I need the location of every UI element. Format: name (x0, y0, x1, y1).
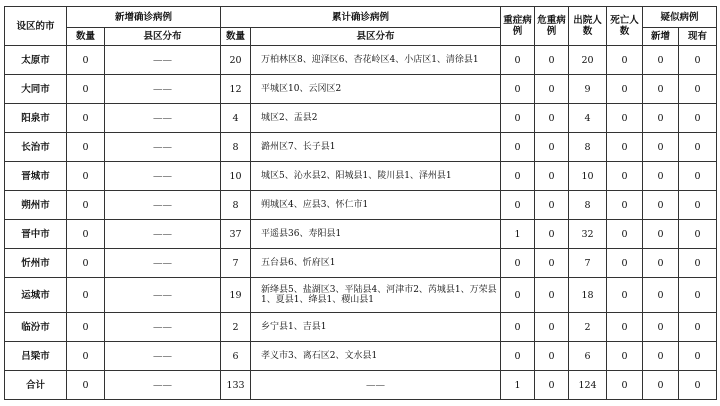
cell-new-count: 0 (67, 75, 105, 104)
cell-discharged: 2 (569, 313, 607, 342)
cell-new-count: 0 (67, 278, 105, 313)
cell-discharged: 4 (569, 104, 607, 133)
cell-city: 长治市 (5, 133, 67, 162)
cell-cum-district: 万柏林区8、迎泽区6、杏花岭区4、小店区1、清徐县1 (251, 46, 501, 75)
subheader-cum-count: 数量 (221, 28, 251, 46)
cell-critical: 0 (535, 313, 569, 342)
table-row (5, 162, 717, 191)
cell-city: 朔州市 (5, 191, 67, 220)
cell-cum-count: 133 (221, 371, 251, 400)
cell-deaths: 0 (607, 191, 643, 220)
cell-severe: 0 (501, 313, 535, 342)
cell-new-district: —— (105, 278, 221, 313)
cell-cum-count: 37 (221, 220, 251, 249)
cell-deaths: 0 (607, 342, 643, 371)
cell-cum-district: 城区5、沁水县2、阳城县1、陵川县1、泽州县1 (251, 162, 501, 191)
cell-suspected-new: 0 (643, 75, 679, 104)
cell-suspected-current: 0 (679, 220, 717, 249)
cell-cum-count: 4 (221, 104, 251, 133)
cell-suspected-new: 0 (643, 133, 679, 162)
cell-severe: 0 (501, 278, 535, 313)
cell-cum-count: 6 (221, 342, 251, 371)
cell-discharged: 18 (569, 278, 607, 313)
header-discharged: 出院人数 (569, 7, 607, 46)
table-row (5, 191, 717, 220)
cell-suspected-current: 0 (679, 75, 717, 104)
cell-severe: 0 (501, 46, 535, 75)
cell-new-count: 0 (67, 220, 105, 249)
cell-cum-count: 7 (221, 249, 251, 278)
cell-critical: 0 (535, 342, 569, 371)
cell-critical: 0 (535, 75, 569, 104)
cell-deaths: 0 (607, 104, 643, 133)
cell-severe: 0 (501, 104, 535, 133)
cell-critical: 0 (535, 278, 569, 313)
cell-discharged: 8 (569, 133, 607, 162)
cell-cum-district: 潞州区7、长子县1 (251, 133, 501, 162)
table-row (5, 249, 717, 278)
header-cumulative-confirmed: 累计确诊病例 (221, 7, 501, 28)
cell-deaths: 0 (607, 249, 643, 278)
cell-city: 忻州市 (5, 249, 67, 278)
cell-suspected-current: 0 (679, 249, 717, 278)
cell-cum-district: 乡宁县1、吉县1 (251, 313, 501, 342)
cell-discharged: 32 (569, 220, 607, 249)
cell-suspected-new: 0 (643, 342, 679, 371)
cell-new-count: 0 (67, 133, 105, 162)
cell-critical: 0 (535, 249, 569, 278)
cell-suspected-current: 0 (679, 46, 717, 75)
cell-new-count: 0 (67, 191, 105, 220)
cell-cum-count: 2 (221, 313, 251, 342)
cell-cum-count: 20 (221, 46, 251, 75)
cell-new-district: —— (105, 104, 221, 133)
table-row (5, 104, 717, 133)
cell-suspected-current: 0 (679, 371, 717, 400)
cell-discharged: 7 (569, 249, 607, 278)
cell-deaths: 0 (607, 133, 643, 162)
cell-new-count: 0 (67, 313, 105, 342)
cell-suspected-current: 0 (679, 278, 717, 313)
header-deaths: 死亡人数 (607, 7, 643, 46)
cell-new-district: —— (105, 162, 221, 191)
cell-suspected-current: 0 (679, 133, 717, 162)
cell-severe: 0 (501, 75, 535, 104)
cell-city: 运城市 (5, 278, 67, 313)
cell-discharged: 6 (569, 342, 607, 371)
table-row (5, 313, 717, 342)
cell-deaths: 0 (607, 75, 643, 104)
cell-new-district: —— (105, 313, 221, 342)
table-row (5, 46, 717, 75)
header-critical: 危重病例 (535, 7, 569, 46)
case-table-container (4, 6, 716, 402)
cell-new-count: 0 (67, 46, 105, 75)
cell-cum-district: 孝义市3、离石区2、文水县1 (251, 342, 501, 371)
cell-city: 晋中市 (5, 220, 67, 249)
cell-cum-district: —— (251, 371, 501, 400)
cell-new-count: 0 (67, 162, 105, 191)
cell-cum-count: 8 (221, 133, 251, 162)
cell-critical: 0 (535, 46, 569, 75)
cell-suspected-new: 0 (643, 371, 679, 400)
cell-city: 大同市 (5, 75, 67, 104)
cell-discharged: 20 (569, 46, 607, 75)
subheader-suspected-current: 现有 (679, 28, 717, 46)
cell-suspected-current: 0 (679, 162, 717, 191)
cell-severe: 0 (501, 342, 535, 371)
case-statistics-table (4, 6, 717, 400)
cell-discharged: 9 (569, 75, 607, 104)
cell-new-count: 0 (67, 342, 105, 371)
subheader-new-count: 数量 (67, 28, 105, 46)
cell-cum-district: 平遥县36、寿阳县1 (251, 220, 501, 249)
table-row (5, 342, 717, 371)
header-row-1 (5, 7, 717, 28)
table-row (5, 220, 717, 249)
cell-severe: 1 (501, 220, 535, 249)
cell-cum-count: 19 (221, 278, 251, 313)
header-city: 设区的市 (5, 7, 67, 46)
cell-discharged: 10 (569, 162, 607, 191)
cell-critical: 0 (535, 220, 569, 249)
cell-deaths: 0 (607, 220, 643, 249)
cell-suspected-current: 0 (679, 191, 717, 220)
cell-cum-count: 8 (221, 191, 251, 220)
table-row-total (5, 371, 717, 400)
cell-cum-district: 新绛县5、盐湖区3、平陆县4、河津市2、芮城县1、万荣县1、夏县1、绛县1、稷山县1 (251, 278, 501, 313)
cell-cum-district: 朔城区4、应县3、怀仁市1 (251, 191, 501, 220)
header-suspected: 疑似病例 (643, 7, 717, 28)
cell-new-district: —— (105, 133, 221, 162)
cell-deaths: 0 (607, 46, 643, 75)
cell-new-district: —— (105, 46, 221, 75)
cell-city: 阳泉市 (5, 104, 67, 133)
cell-suspected-new: 0 (643, 191, 679, 220)
header-new-confirmed: 新增确诊病例 (67, 7, 221, 28)
cell-cum-count: 10 (221, 162, 251, 191)
cell-city: 太原市 (5, 46, 67, 75)
cell-city: 吕梁市 (5, 342, 67, 371)
cell-severe: 0 (501, 191, 535, 220)
cell-new-count: 0 (67, 371, 105, 400)
cell-city: 临汾市 (5, 313, 67, 342)
cell-city: 晋城市 (5, 162, 67, 191)
cell-suspected-current: 0 (679, 342, 717, 371)
cell-new-district: —— (105, 75, 221, 104)
cell-severe: 0 (501, 133, 535, 162)
cell-severe: 0 (501, 162, 535, 191)
cell-critical: 0 (535, 191, 569, 220)
cell-critical: 0 (535, 371, 569, 400)
cell-suspected-new: 0 (643, 278, 679, 313)
cell-severe: 0 (501, 249, 535, 278)
cell-suspected-new: 0 (643, 249, 679, 278)
cell-new-district: —— (105, 220, 221, 249)
cell-cum-count: 12 (221, 75, 251, 104)
cell-new-district: —— (105, 249, 221, 278)
cell-suspected-new: 0 (643, 220, 679, 249)
cell-new-count: 0 (67, 104, 105, 133)
cell-suspected-new: 0 (643, 313, 679, 342)
subheader-cum-district: 县区分布 (251, 28, 501, 46)
cell-cum-district: 平城区10、云冈区2 (251, 75, 501, 104)
cell-critical: 0 (535, 162, 569, 191)
cell-critical: 0 (535, 133, 569, 162)
cell-cum-district: 城区2、盂县2 (251, 104, 501, 133)
cell-deaths: 0 (607, 371, 643, 400)
cell-discharged: 124 (569, 371, 607, 400)
cell-suspected-new: 0 (643, 46, 679, 75)
cell-city: 合计 (5, 371, 67, 400)
subheader-suspected-new: 新增 (643, 28, 679, 46)
cell-severe: 1 (501, 371, 535, 400)
cell-deaths: 0 (607, 162, 643, 191)
cell-discharged: 8 (569, 191, 607, 220)
cell-critical: 0 (535, 104, 569, 133)
cell-suspected-current: 0 (679, 313, 717, 342)
subheader-new-district: 县区分布 (105, 28, 221, 46)
header-severe: 重症病例 (501, 7, 535, 46)
table-row (5, 75, 717, 104)
cell-new-district: —— (105, 191, 221, 220)
cell-suspected-current: 0 (679, 104, 717, 133)
cell-deaths: 0 (607, 313, 643, 342)
cell-new-count: 0 (67, 249, 105, 278)
table-row (5, 133, 717, 162)
cell-suspected-new: 0 (643, 104, 679, 133)
cell-new-district: —— (105, 342, 221, 371)
cell-deaths: 0 (607, 278, 643, 313)
cell-new-district: —— (105, 371, 221, 400)
cell-suspected-new: 0 (643, 162, 679, 191)
cell-cum-district: 五台县6、忻府区1 (251, 249, 501, 278)
table-row (5, 278, 717, 313)
